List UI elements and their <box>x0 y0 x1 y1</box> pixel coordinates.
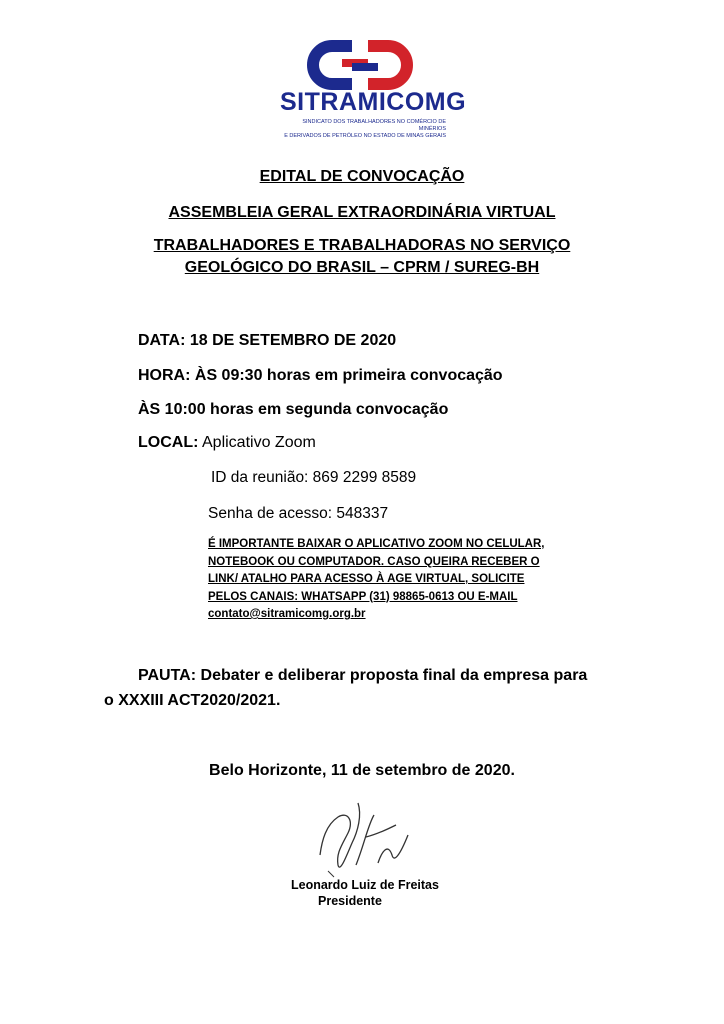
signer-role: Presidente <box>318 894 382 908</box>
logo-name: SITRAMICOMG <box>280 88 467 116</box>
meeting-password: Senha de acesso: 548337 <box>208 505 389 522</box>
agenda-line: o XXXIII ACT2020/2021. <box>104 692 281 709</box>
audience-line: GEOLÓGICO DO BRASIL – CPRM / SUREG-BH <box>184 259 540 276</box>
signer-name: Leonardo Luiz de Freitas <box>291 878 439 892</box>
signature-icon <box>308 795 418 880</box>
meeting-location <box>138 434 316 452</box>
document-title: EDITAL DE CONVOCAÇÃO <box>259 168 465 185</box>
place-and-date: Belo Horizonte, 11 de setembro de 2020. <box>209 762 515 779</box>
logo-tagline: E DERIVADOS DE PETRÓLEO NO ESTADO DE MINAS GERAIS <box>284 133 446 139</box>
meeting-time-second: ÀS 10:00 horas em segunda convocação <box>138 401 449 418</box>
agenda-line: PAUTA: Debater e deliberar proposta final da empresa para <box>138 667 588 684</box>
location-value: Aplicativo Zoom <box>198 434 316 451</box>
notice-line: NOTEBOOK OU COMPUTADOR. CASO QUEIRA RECEBER O <box>208 555 540 568</box>
zoom-notice <box>208 536 544 624</box>
audience-line: TRABALHADORES E TRABALHADORAS NO SERVIÇO <box>153 237 571 254</box>
logo-mark-icon <box>280 40 450 90</box>
meeting-date: DATA: 18 DE SETEMBRO DE 2020 <box>138 332 397 349</box>
notice-line: É IMPORTANTE BAIXAR O APLICATIVO ZOOM NO CELULAR, <box>208 538 545 550</box>
assembly-subtitle: ASSEMBLEIA GERAL EXTRAORDINÁRIA VIRTUAL <box>168 204 556 221</box>
meeting-id: ID da reunião: 869 2299 8589 <box>211 469 417 486</box>
notice-line: PELOS CANAIS: WHATSAPP (31) 98865-0613 OU E-MAIL <box>208 590 518 603</box>
meeting-time-first: HORA: ÀS 09:30 horas em primeira convocação <box>138 367 503 384</box>
logo <box>280 40 467 140</box>
notice-line: LINK/ ATALHO PARA ACESSO À AGE VIRTUAL, SOLICITE <box>208 573 525 585</box>
location-label: LOCAL: <box>138 434 199 451</box>
logo-tagline: SINDICATO DOS TRABALHADORES NO COMÉRCIO DE MINÉRIOS <box>302 119 446 132</box>
contact-email-link[interactable]: contato@sitramicomg.org.br <box>208 608 366 620</box>
